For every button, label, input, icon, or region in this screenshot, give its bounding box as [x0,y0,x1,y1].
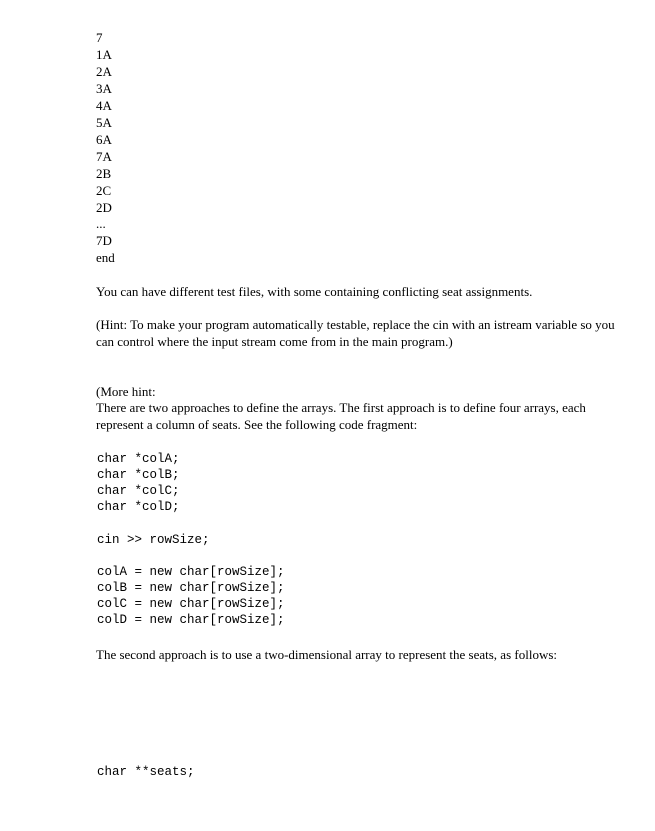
code-line: colB = new char[rowSize]; [97,581,285,595]
seat-list-line: 3A [96,81,112,96]
code-line: colD = new char[rowSize]; [97,613,285,627]
seat-list-line: 7 [96,30,103,45]
seat-list-line: 4A [96,98,112,113]
code-line: char *colA; [97,452,180,466]
more-hint-paragraph: (More hint: [96,384,156,399]
code-line: char *colC; [97,484,180,498]
seat-list-line: end [96,250,115,265]
test-files-paragraph: You can have different test files, with some containing conflicting seat assignments. [96,284,533,299]
seat-list-line: 7A [96,149,112,164]
seat-list-line: 1A [96,47,112,62]
second-approach-paragraph: The second approach is to use a two-dimensional array to represent the seats, as follows: [96,647,557,662]
code-line: cin >> rowSize; [97,533,210,547]
seat-list-line: 5A [96,115,112,130]
seat-list-line: ... [96,216,106,231]
seat-list-line: 2D [96,200,112,215]
code-line: colC = new char[rowSize]; [97,597,285,611]
hint-paragraph: (Hint: To make your program automatically testable, replace the cin with an istream variable so you can control where the input stream come from in the main program.) [96,317,615,349]
seat-list-line: 7D [96,233,112,248]
code-line: char **seats; [97,765,195,779]
code-line: char *colB; [97,468,180,482]
seat-list-line: 6A [96,132,112,147]
seat-list-line: 2C [96,183,112,198]
code-line: char *colD; [97,500,180,514]
seat-list-line: 2B [96,166,112,181]
code-line: colA = new char[rowSize]; [97,565,285,579]
two-approaches-paragraph: There are two approaches to define the arrays. The first approach is to define four arrays, each represent a column of seats. See the following code fragment: [96,400,586,432]
seat-list-line: 2A [96,64,112,79]
